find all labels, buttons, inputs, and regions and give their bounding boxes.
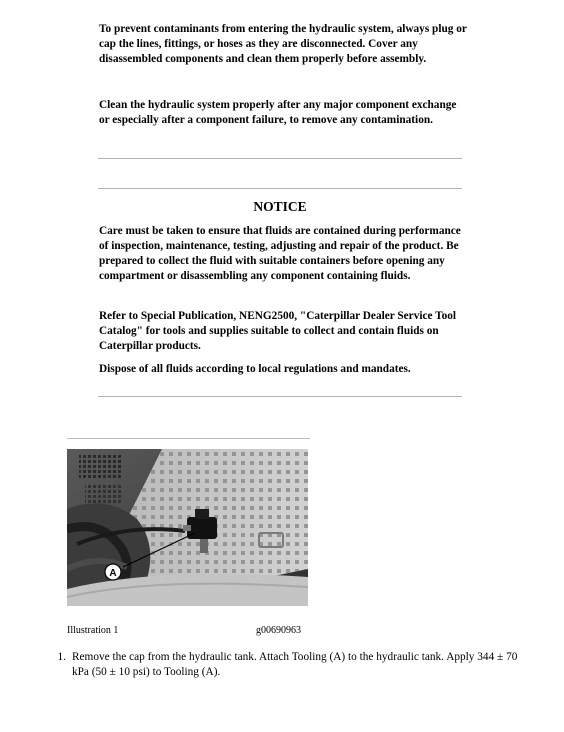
illustration-figure <box>67 438 310 622</box>
divider <box>98 396 462 397</box>
divider <box>98 188 462 189</box>
callout-label: A <box>109 568 117 579</box>
step-text: Remove the cap from the hydraulic tank. Attach Tooling (A) to the hydraulic tank. Apply 344 ± 70 kPa (50 ± 10 psi) to Tooling (A). <box>72 651 518 678</box>
hydraulic-tank-photo <box>67 449 308 606</box>
step-number: 1. <box>57 651 66 663</box>
procedure-step <box>40 650 530 680</box>
notice-heading: NOTICE <box>253 199 307 214</box>
notice-paragraph: Care must be taken to ensure that fluids are contained during performance of inspection, maintenance, testing, adjusting and repair of the product. Be prepared to collect the fluid with suitable containers before opening any compartment or disassembling any component containing fluids. <box>99 225 461 282</box>
divider <box>98 158 462 159</box>
illustration-code: g00690963 <box>256 625 301 636</box>
notice-paragraph: Refer to Special Publication, NENG2500, "Caterpillar Dealer Service Tool Catalog" for tools and supplies suitable to collect and contain fluids on Caterpillar products. <box>99 310 457 352</box>
notice-paragraph: Dispose of all fluids according to local regulations and mandates. <box>99 363 411 375</box>
contamination-warning-text: To prevent contaminants from entering the hydraulic system, always plug or cap the lines, fittings, or hoses as they are disconnected. Cover any disassembled components and clean them properly before assembly. <box>99 23 467 65</box>
cleaning-warning-text: Clean the hydraulic system properly after any major component exchange or especially after a component failure, to remove any contamination. <box>99 99 457 126</box>
illustration-label: Illustration 1 <box>67 625 119 636</box>
